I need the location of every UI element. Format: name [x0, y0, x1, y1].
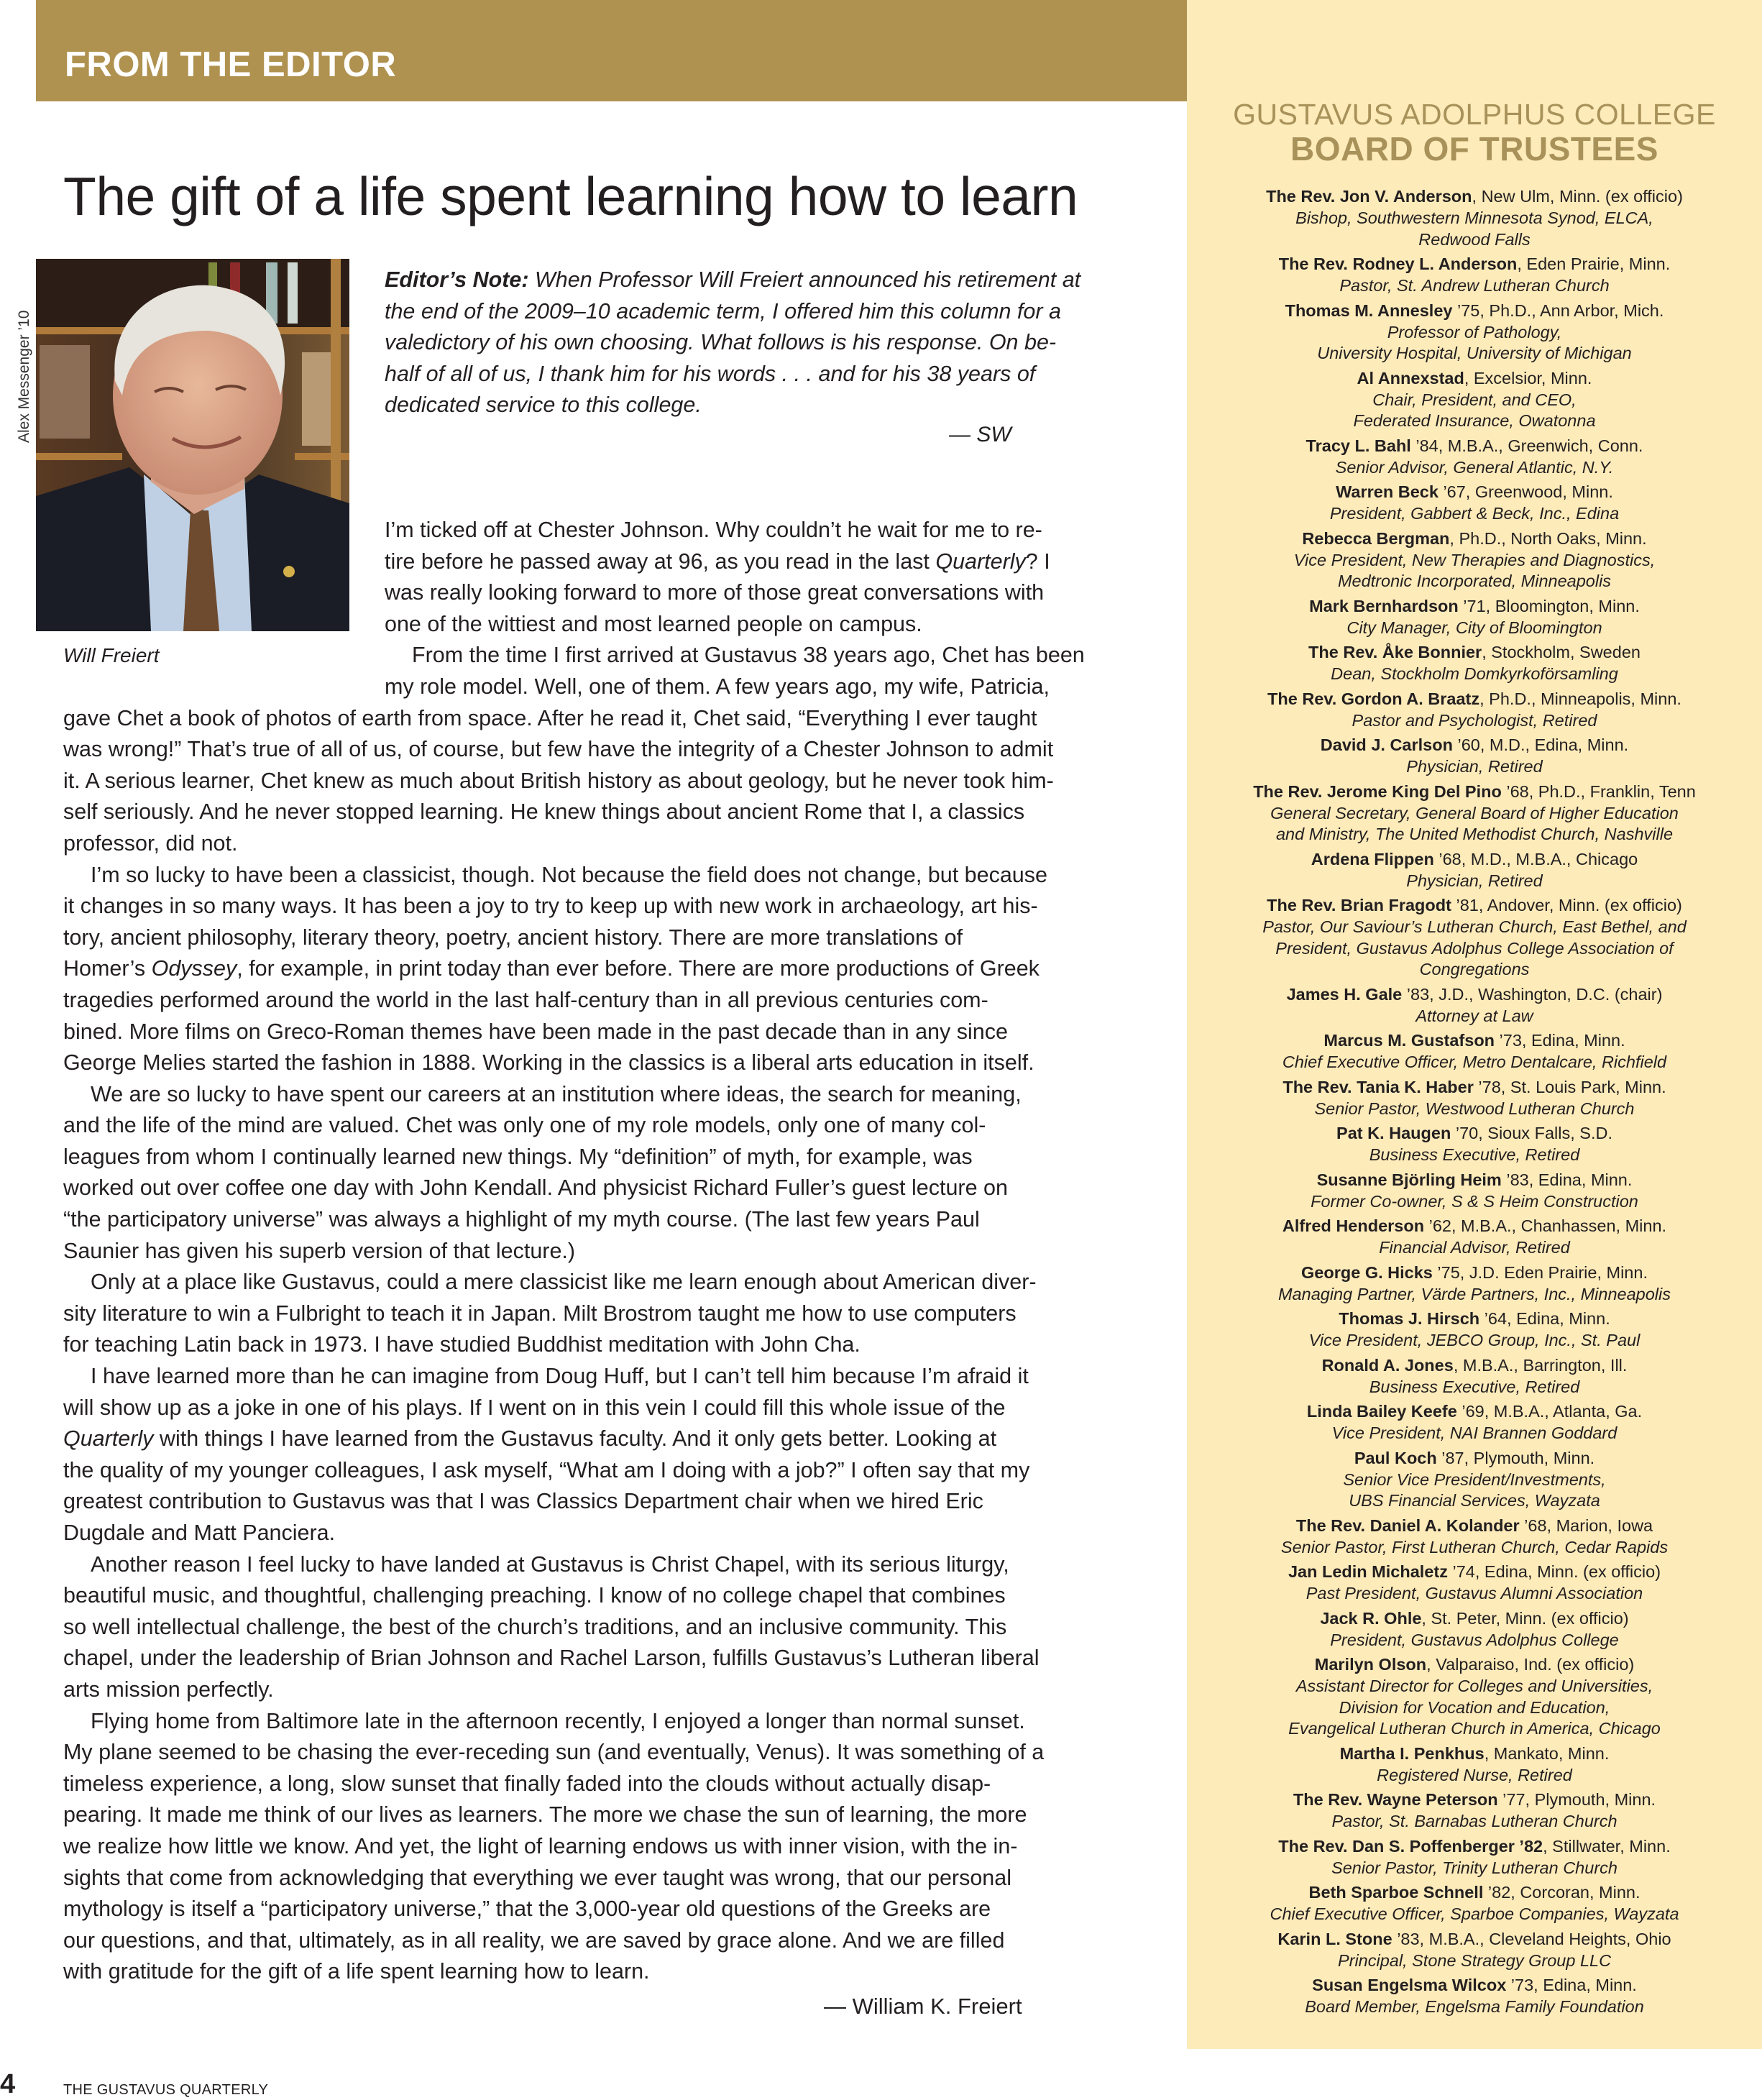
article-line: my role model. Well, one of them. A few years ago, my wife, Patricia,: [385, 674, 1050, 699]
trustee-entry: [1216, 1215, 1733, 1259]
trustee-entry: [1216, 688, 1733, 732]
trustee-details: ’68, Ph.D., Franklin, Tenn: [1501, 781, 1696, 801]
article-line: for teaching Latin back in 1973. I have studied Buddhist meditation with John Cha.: [63, 1332, 861, 1357]
section-header-bar: [36, 0, 1187, 101]
article-body: [63, 515, 1149, 1988]
article-line: greatest contribution to Gustavus was that I was Classics Department chair when we hired Eric: [63, 1489, 983, 1514]
article-line: with gratitude for the gift of a life spent learning how to learn.: [63, 1959, 650, 1984]
sidebar-title-college: GUSTAVUS ADOLPHUS COLLEGE: [1233, 98, 1716, 131]
trustee-entry: [1216, 1654, 1733, 1740]
page-number: 4: [0, 2069, 16, 2099]
trustee-name: Susanne Björling Heim: [1316, 1170, 1502, 1189]
trustee-role: Senior Pastor, Westwood Lutheran Church: [1314, 1099, 1635, 1118]
trustee-details: , Eden Prairie, Minn.: [1517, 255, 1671, 273]
article-line: pearing. It made me think of our lives as learners. The more we chase the sun of learning, the more: [63, 1802, 1027, 1828]
trustee-details: ’75, Ph.D., Ann Arbor, Mich.: [1452, 301, 1664, 320]
trustee-details: , St. Peter, Minn. (ex officio): [1421, 1608, 1629, 1628]
trustee-name: David J. Carlson: [1320, 735, 1453, 754]
article-line: “the participatory universe” was always a highlight of my myth course. (The last few years Paul: [63, 1207, 980, 1232]
trustee-entry: [1216, 734, 1733, 778]
photo-credit: [13, 259, 35, 446]
trustee-details: ’74, Edina, Minn. (ex officio): [1447, 1562, 1661, 1581]
trustee-name: Beth Sparboe Schnell: [1308, 1883, 1484, 1902]
trustee-name: Karin L. Stone: [1277, 1929, 1392, 1948]
trustee-name: Rebecca Bergman: [1302, 528, 1450, 548]
trustee-name: The Rev. Gordon A. Braatz: [1267, 689, 1480, 708]
article-line: professor, did not.: [63, 830, 238, 856]
trustee-name: The Rev. Åke Bonnier: [1308, 643, 1482, 661]
trustee-entry: [1216, 894, 1733, 981]
editors-note: [385, 265, 1161, 421]
trustee-name: The Rev. Jon V. Anderson: [1266, 187, 1472, 206]
trustee-name: Martha I. Penkhus: [1339, 1743, 1485, 1763]
trustee-entry: [1216, 781, 1733, 845]
article-line: I’m so lucky to have been a classicist, though. Not because the field does not change, but because: [91, 862, 1047, 887]
trustee-name: Tracy L. Bahl: [1306, 436, 1411, 455]
trustee-details: ’68, Marion, Iowa: [1519, 1516, 1653, 1535]
article-line: Homer’s Odyssey, for example, in print today than ever before. There are more productions of Greek: [63, 956, 1040, 981]
trustee-role: Managing Partner, Värde Partners, Inc., Minneapolis: [1277, 1284, 1671, 1303]
trustee-name: Al Annexstad: [1357, 368, 1464, 388]
trustee-details: ’81, Andover, Minn. (ex officio): [1451, 896, 1682, 914]
trustee-entry: [1216, 367, 1733, 432]
article-line: was wrong!” That’s true of all of us, of course, but few have the integrity of a Chester Johnson to admit: [63, 737, 1054, 762]
trustee-role: Senior Pastor, First Lutheran Church, Cedar Rapids: [1280, 1537, 1669, 1556]
trustee-entry: [1216, 1262, 1733, 1306]
trustee-name: Warren Beck: [1336, 482, 1438, 501]
article-line: mythology is itself a “participatory universe,” that the 3,000-year old questions of the Greeks are: [63, 1897, 991, 1922]
article-line: leagues from whom I continually learned new things. My “definition” of myth, for example, was: [63, 1144, 973, 1169]
trustee-details: , M.B.A., Barrington, Ill.: [1453, 1355, 1628, 1375]
article-line: our questions, and that, ultimately, as in all reality, we are saved by grace alone. And we are filled: [63, 1927, 1005, 1953]
section-label: FROM THE EDITOR: [65, 45, 397, 84]
trustee-name: Ardena Flippen: [1311, 849, 1434, 868]
trustee-name: The Rev. Jerome King Del Pino: [1253, 781, 1502, 801]
publication-name: THE GUSTAVUS QUARTERLY: [63, 2082, 269, 2098]
article-line: timeless experience, a long, slow sunset that finally faded into the clouds without actually disap-: [63, 1771, 991, 1796]
trustee-details: ’69, M.B.A., Atlanta, Ga.: [1456, 1402, 1643, 1421]
trustee-role: Registered Nurse, Retired: [1377, 1765, 1572, 1784]
trustee-name: Susan Engelsma Wilcox: [1312, 1976, 1507, 1994]
trustee-details: ’83, M.B.A., Cleveland Heights, Ohio: [1392, 1929, 1671, 1948]
trustee-role: Senior Advisor, General Atlantic, N.Y.: [1335, 457, 1614, 477]
trustee-role: Attorney at Law: [1415, 1006, 1533, 1025]
trustee-role: President, Gustavus Adolphus College: [1330, 1630, 1619, 1649]
article-line: beautiful music, and thoughtful, challenging preaching. I know of no college chapel that combines: [63, 1583, 1006, 1608]
editors-note-line: the end of the 2009–10 academic term, I offered him this column for a: [385, 298, 1061, 324]
trustee-entry: [1216, 435, 1733, 479]
article-line: tire before he passed away at 96, as you read in the last Quarterly? I: [385, 549, 1050, 574]
article-line: chapel, under the leadership of Brian Johnson and Rachel Larson, fulfills Gustavus’s Lutheran liberal: [63, 1646, 1040, 1671]
article-line: and the life of the mind are valued. Chet was only one of my role models, only one of many col-: [63, 1113, 986, 1138]
trustee-name: The Rev. Tania K. Haber: [1283, 1077, 1474, 1096]
trustee-role: Physician, Retired: [1406, 871, 1543, 890]
trustee-entry: [1216, 528, 1733, 592]
trustee-role: Senior Vice President/Investments, UBS Financial Services, Wayzata: [1343, 1469, 1606, 1510]
trustee-details: ’62, M.B.A., Chanhassen, Minn.: [1424, 1216, 1667, 1235]
trustee-entry: [1216, 1835, 1733, 1879]
trustee-name: Paul Koch: [1354, 1448, 1437, 1467]
trustee-role: Business Executive, Retired: [1369, 1377, 1580, 1396]
trustee-name: Thomas J. Hirsch: [1339, 1309, 1480, 1328]
sidebar-title-board: BOARD OF TRUSTEES: [1290, 130, 1658, 168]
trustee-entry: [1216, 1122, 1733, 1166]
trustee-role: Past President, Gustavus Alumni Association: [1306, 1584, 1643, 1602]
article-line: I’m ticked off at Chester Johnson. Why couldn’t he wait for me to re-: [385, 518, 1042, 542]
article-line: sity literature to win a Fulbright to teach it in Japan. Milt Brostrom taught me how to use computers: [63, 1301, 1017, 1326]
article-line: worked out over coffee one day with John Kendall. And physicist Richard Fuller’s guest lecture on: [63, 1175, 1008, 1201]
trustee-entry: [1216, 848, 1733, 892]
trustee-details: ’82, Corcoran, Minn.: [1483, 1883, 1641, 1902]
article-line: Flying home from Baltimore late in the afternoon recently, I enjoyed a longer than normal sunset.: [91, 1708, 1025, 1733]
trustee-role: General Secretary, General Board of Higher Education and Ministry, The United Methodist Church, Nashville: [1270, 803, 1679, 843]
article-line: Quarterly with things I have learned from the Gustavus faculty. And it only gets better. Looking at: [63, 1426, 997, 1452]
article-line: was really looking forward to more of those great conversations with: [385, 580, 1045, 605]
article-line: My plane seemed to be chasing the ever-receding sun (and eventually, Venus). It was something of a: [63, 1740, 1045, 1765]
trustee-entry: [1216, 481, 1733, 525]
trustee-name: Marcus M. Gustafson: [1323, 1031, 1495, 1050]
trustee-role: Chief Executive Officer, Sparboe Companies, Wayzata: [1270, 1904, 1679, 1923]
trustee-name: Mark Bernhardson: [1309, 596, 1459, 615]
article-line: sights that come from acknowledging that everything we ever taught was wrong, that our personal: [63, 1865, 1011, 1890]
trustee-role: President, Gabbert & Beck, Inc., Edina: [1329, 504, 1620, 523]
trustee-entry: [1216, 1308, 1733, 1352]
trustee-entry: [1216, 1354, 1733, 1398]
trustee-entry: [1216, 1515, 1733, 1559]
trustee-role: Assistant Director for Colleges and Universities, Division for Vocation and Education, Evangelical Lutheran Church in America, Chicago: [1288, 1677, 1661, 1738]
trustee-name: Jack R. Ohle: [1320, 1608, 1422, 1628]
article-line: gave Chet a book of photos of earth from space. After he read it, Chet said, “Everything I ever taught: [63, 705, 1037, 730]
trustee-entry: [1216, 1076, 1733, 1120]
trustee-name: The Rev. Daniel A. Kolander: [1295, 1516, 1520, 1535]
trustee-role: Bishop, Southwestern Minnesota Synod, ELCA, Redwood Falls: [1295, 208, 1653, 249]
editors-note-line: valedictory of his own choosing. What follows is his response. On be-: [385, 330, 1057, 354]
trustee-role: Pastor, St. Andrew Lutheran Church: [1339, 276, 1610, 295]
trustee-details: ’83, J.D., Washington, D.C. (chair): [1402, 984, 1663, 1004]
trustee-details: , New Ulm, Minn. (ex officio): [1472, 187, 1683, 206]
trustee-role: City Manager, City of Bloomington: [1346, 618, 1602, 637]
trustee-details: , Ph.D., Minneapolis, Minn.: [1479, 689, 1681, 708]
trustee-name: The Rev. Rodney L. Anderson: [1278, 255, 1518, 273]
editors-note-line: Editor’s Note: When Professor Will Freiert announced his retirement at: [385, 267, 1081, 292]
trustee-entry: [1216, 1030, 1733, 1073]
trustee-details: ’87, Plymouth, Minn.: [1436, 1448, 1595, 1467]
editors-note-signoff: — SW: [949, 423, 1011, 446]
trustee-details: , Ph.D., North Oaks, Minn.: [1449, 528, 1647, 548]
trustee-details: , Stillwater, Minn.: [1543, 1836, 1671, 1856]
trustee-details: ’70, Sioux Falls, S.D.: [1451, 1124, 1612, 1142]
trustee-details: ’64, Edina, Minn.: [1479, 1309, 1610, 1328]
trustee-details: ’68, M.D., M.B.A., Chicago: [1433, 849, 1638, 868]
trustee-details: ’84, M.B.A., Greenwich, Conn.: [1410, 436, 1643, 455]
trustee-details: ’71, Bloomington, Minn.: [1458, 596, 1640, 615]
trustee-details: ’73, Edina, Minn.: [1495, 1031, 1625, 1050]
trustee-details: , Excelsior, Minn.: [1464, 368, 1592, 388]
trustee-role: Vice President, NAI Brannen Goddard: [1331, 1423, 1618, 1442]
trustee-entry: [1216, 185, 1733, 250]
article-line: George Melies started the fashion in 1888. Working in the classics is a liberal arts education in itself.: [63, 1050, 1034, 1076]
trustee-name: Alfred Henderson: [1282, 1216, 1425, 1235]
article-line: Only at a place like Gustavus, could a mere classicist like me learn enough about American diver-: [91, 1270, 1037, 1295]
photo-caption: Will Freiert: [63, 644, 160, 666]
trustee-role: Pastor, Our Saviour’s Lutheran Church, East Bethel, and President, Gustavus Adolphus College Association of Congregations: [1262, 917, 1687, 978]
trustee-name: Jan Ledin Michaletz: [1288, 1562, 1448, 1581]
trustee-details: , Valparaiso, Ind. (ex officio): [1426, 1655, 1635, 1674]
editors-note-label: Editor’s Note:: [385, 267, 529, 292]
article-line: Dugdale and Matt Panciera.: [63, 1521, 336, 1545]
trustee-entry: [1216, 300, 1733, 364]
trustee-role: Former Co-owner, S & S Heim Construction: [1311, 1191, 1638, 1211]
trustee-details: ’73, Edina, Minn.: [1506, 1976, 1637, 1994]
article-line: one of the wittiest and most learned people on campus.: [385, 611, 922, 636]
article-line: will show up as a joke in one of his plays. If I went on in this vein I could fill this whole issue of the: [63, 1395, 1006, 1420]
trustee-name: The Rev. Wayne Peterson: [1293, 1790, 1498, 1809]
article-line: the quality of my younger colleagues, I ask myself, “What am I doing with a job?” I often say that my: [63, 1457, 1030, 1482]
trustee-role: Dean, Stockholm Domkyrkoförsamling: [1331, 664, 1618, 683]
trustee-role: Professor of Pathology, University Hospital, University of Michigan: [1317, 322, 1632, 362]
trustee-name: Ronald A. Jones: [1321, 1355, 1454, 1375]
article-headline: The gift of a life spent learning how to learn: [63, 166, 1078, 226]
trustee-entry: [1216, 1561, 1733, 1605]
trustee-name: Linda Bailey Keefe: [1306, 1402, 1457, 1421]
article-line: it. A serious learner, Chet knew as much about British history as about geology, but he never took him-: [63, 768, 1054, 793]
trustee-details: ’60, M.D., Edina, Minn.: [1452, 735, 1629, 754]
trustee-entry: [1216, 983, 1733, 1027]
board-of-trustees-sidebar: [1187, 0, 1762, 2049]
trustee-entry: [1216, 1928, 1733, 1972]
trustee-entry: [1216, 595, 1733, 639]
trustee-name: Marilyn Olson: [1314, 1655, 1427, 1674]
trustee-name: The Rev. Dan S. Poffenberger ’82: [1278, 1836, 1543, 1856]
trustee-role: Principal, Stone Strategy Group LLC: [1337, 1950, 1612, 1970]
editors-note-line: dedicated service to this college.: [385, 393, 702, 417]
trustee-details: ’75, J.D. Eden Prairie, Minn.: [1432, 1262, 1648, 1282]
trustee-role: Financial Advisor, Retired: [1379, 1238, 1570, 1257]
article-line: We are so lucky to have spent our careers at an institution where ideas, the search for meaning,: [91, 1081, 1022, 1106]
article-line: arts mission perfectly.: [63, 1677, 274, 1702]
article-line: self seriously. And he never stopped learning. He knew things about ancient Rome that I, a classics: [63, 799, 1025, 825]
trustee-list: [1216, 185, 1733, 2021]
trustee-name: George G. Hicks: [1301, 1262, 1433, 1282]
editors-note-line: half of all of us, I thank him for his words . . . and for his 38 years of: [385, 361, 1036, 386]
article-line: so well intellectual challenge, the best of the church’s traditions, and an inclusive community. This: [63, 1614, 1007, 1639]
trustee-entry: [1216, 1447, 1733, 1512]
article-line: it changes in so many ways. It has been a joy to try to keep up with new work in archaeology, art his-: [63, 894, 1038, 919]
trustee-role: Pastor, St. Barnabas Lutheran Church: [1331, 1812, 1618, 1830]
trustee-role: Vice President, New Therapies and Diagnostics, Medtronic Incorporated, Minneapolis: [1293, 550, 1656, 590]
trustee-details: , Stockholm, Sweden: [1482, 643, 1641, 661]
trustee-role: Senior Pastor, Trinity Lutheran Church: [1331, 1858, 1618, 1877]
trustee-entry: [1216, 1974, 1733, 2018]
trustee-role: Physician, Retired: [1406, 757, 1543, 776]
article-line: From the time I first arrived at Gustavus 38 years ago, Chet has been: [412, 643, 1085, 668]
trustee-details: ’83, Edina, Minn.: [1501, 1170, 1633, 1189]
trustee-details: ’67, Greenwood, Minn.: [1438, 482, 1613, 501]
article-line: I have learned more than he can imagine from Doug Huff, but I can’t tell him because I’m afraid it: [91, 1364, 1029, 1389]
article-line: bined. More films on Greco-Roman themes have been made in the past decade than in any since: [63, 1019, 1008, 1044]
trustee-role: Chair, President, and CEO, Federated Insurance, Owatonna: [1353, 390, 1596, 430]
italic-title: Odyssey: [151, 956, 237, 981]
trustee-entry: [1216, 1789, 1733, 1833]
article-line: tragedies performed around the world in the last half-century than in all previous centuries com-: [63, 987, 988, 1012]
article-signature: — William K. Freiert: [824, 1994, 1022, 2019]
trustee-entry: [1216, 253, 1733, 297]
article-line: Another reason I feel lucky to have landed at Gustavus is Christ Chapel, with its serious liturgy,: [91, 1551, 1009, 1577]
trustee-role: Business Executive, Retired: [1369, 1145, 1580, 1164]
trustee-details: , Mankato, Minn.: [1484, 1743, 1610, 1763]
trustee-entry: [1216, 1743, 1733, 1787]
trustee-name: The Rev. Brian Fragodt: [1267, 896, 1451, 914]
trustee-details: ’78, St. Louis Park, Minn.: [1473, 1077, 1666, 1096]
trustee-details: ’77, Plymouth, Minn.: [1497, 1790, 1656, 1809]
trustee-name: James H. Gale: [1286, 984, 1403, 1004]
trustee-entry: [1216, 641, 1733, 685]
trustee-role: Vice President, JEBCO Group, Inc., St. Paul: [1308, 1331, 1641, 1349]
trustee-entry: [1216, 1881, 1733, 1925]
trustee-role: Board Member, Engelsma Family Foundation: [1305, 1997, 1644, 2016]
photo-credit-text: Alex Messenger ’10: [16, 310, 32, 443]
trustee-entry: [1216, 1608, 1733, 1651]
article-line: tory, ancient philosophy, literary theory, poetry, ancient history. There are more translations of: [63, 925, 963, 950]
article-line: Saunier has given his superb version of that lecture.): [63, 1238, 576, 1263]
trustee-role: Pastor and Psychologist, Retired: [1352, 710, 1597, 730]
article-line: we realize how little we know. And yet, the light of learning endows us with inner vision, with the in-: [63, 1833, 1018, 1858]
trustee-entry: [1216, 1400, 1733, 1444]
trustee-name: Thomas M. Annesley: [1285, 301, 1453, 320]
italic-title: Quarterly: [935, 549, 1026, 574]
trustee-role: Chief Executive Officer, Metro Dentalcare, Richfield: [1282, 1053, 1667, 1071]
italic-title: Quarterly: [63, 1426, 154, 1452]
trustee-entry: [1216, 1169, 1733, 1213]
trustee-name: Pat K. Haugen: [1336, 1124, 1451, 1142]
